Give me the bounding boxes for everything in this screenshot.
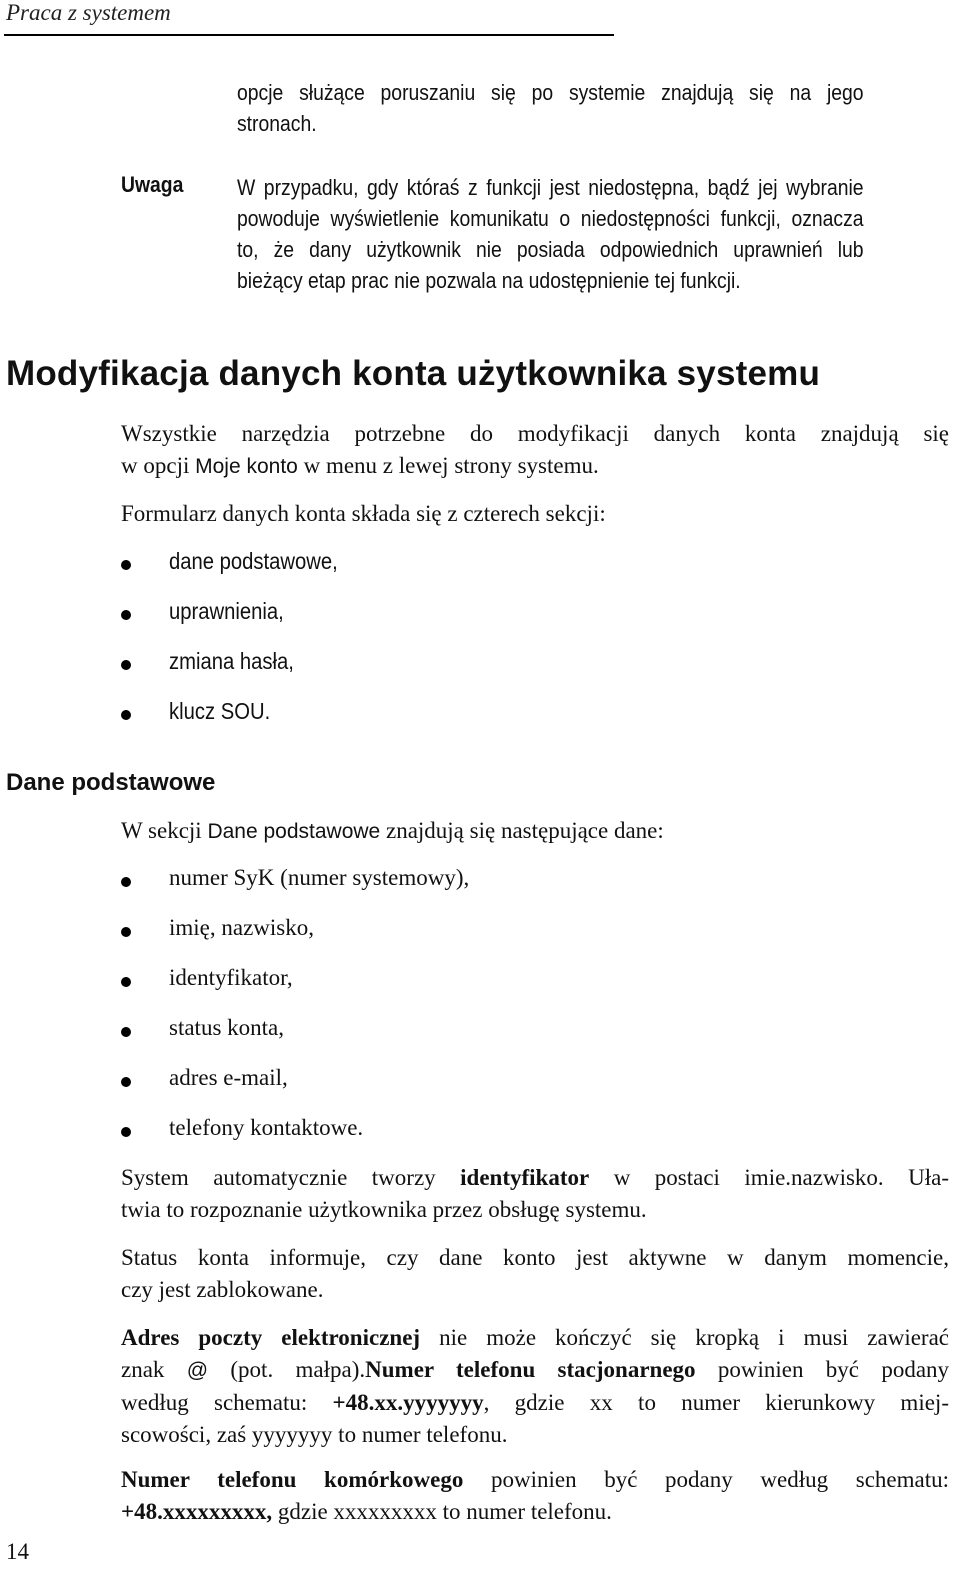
bullet [121, 1027, 131, 1037]
intro-line: opcje służące poruszaniu się po systemie znajdują się na jego [237, 80, 864, 105]
subsection-heading: Dane podstawowe [6, 769, 216, 796]
paragraph-line: +48.xxxxxxxxx, gdzie xxxxxxxxx to numer telefonu. [121, 1499, 612, 1524]
bullet [121, 1127, 131, 1137]
bullet [121, 977, 131, 987]
intro-line: stronach. [237, 111, 317, 136]
at-sign: @ [186, 1359, 209, 1382]
paragraph-line: znak @ (pot. małpa).Numer telefonu stacjonarnego powinien być podany [121, 1357, 950, 1382]
paragraph-line: Wszystkie narzędzia potrzebne do modyfikacji danych konta znajdują się [121, 421, 949, 446]
paragraph-line: według schematu: +48.xx.yyyyyyy, gdzie xx to numer kierunkowy miej- [121, 1390, 949, 1415]
header-rule [4, 34, 614, 36]
note-line: powoduje wyświetlenie komunikatu o niedostępności funkcji, oznacza [237, 206, 864, 231]
note-line: bieżący etap prac nie pozwala na udostępnienie tej funkcji. [237, 268, 741, 293]
status-paragraph [121, 1242, 949, 1306]
page-number: 14 [6, 1539, 29, 1564]
bullet [121, 877, 131, 887]
note-label: Uwaga [121, 172, 184, 197]
section-paragraph [121, 418, 949, 483]
intro-paragraph [237, 77, 864, 139]
note-line: to, że dany użytkownik nie posiada odpowiednich uprawnień lub [237, 237, 864, 262]
paragraph-line: Formularz danych konta składa się z czterech sekcji: [121, 501, 606, 526]
paragraph-line: w opcji Moje konto w menu z lewej strony systemu. [121, 453, 599, 478]
mobile-paragraph [121, 1464, 949, 1528]
bullet [121, 660, 131, 670]
paragraph-line: Adres poczty elektronicznej nie może kończyć się kropką i musi zawierać [121, 1325, 949, 1350]
paragraph-line: W sekcji Dane podstawowe znajdują się następujące dane: [121, 818, 664, 843]
paragraph-line: System automatycznie tworzy identyfikator w postaci imie.nazwisko. Uła- [121, 1165, 950, 1190]
paragraph-line: twia to rozpoznanie użytkownika przez obsługę systemu. [121, 1197, 647, 1222]
bullet [121, 560, 131, 570]
subsection-intro [121, 815, 949, 848]
bullet [121, 710, 131, 720]
bullet [121, 1077, 131, 1087]
menu-term: Moje konto [195, 455, 298, 478]
section-paragraph [121, 498, 949, 530]
paragraph-line: scowości, zaś yyyyyyy to numer telefonu. [121, 1422, 508, 1447]
running-header: Praca z systemem [6, 0, 171, 25]
bullet [121, 610, 131, 620]
email-phone-paragraph [121, 1322, 949, 1451]
note-line: W przypadku, gdy któraś z funkcji jest niedostępna, bądź jej wybranie [237, 175, 864, 200]
paragraph-line: Status konta informuje, czy dane konto jest aktywne w danym momencie, [121, 1245, 949, 1270]
paragraph-line: czy jest zablokowane. [121, 1277, 324, 1302]
bullet [121, 927, 131, 937]
note-text [237, 172, 864, 296]
section-term: Dane podstawowe [207, 820, 381, 843]
paragraph-line: Numer telefonu komórkowego powinien być podany według schematu: [121, 1467, 949, 1492]
identifier-paragraph [121, 1162, 949, 1226]
section-heading: Modyfikacja danych konta użytkownika systemu [6, 354, 821, 393]
